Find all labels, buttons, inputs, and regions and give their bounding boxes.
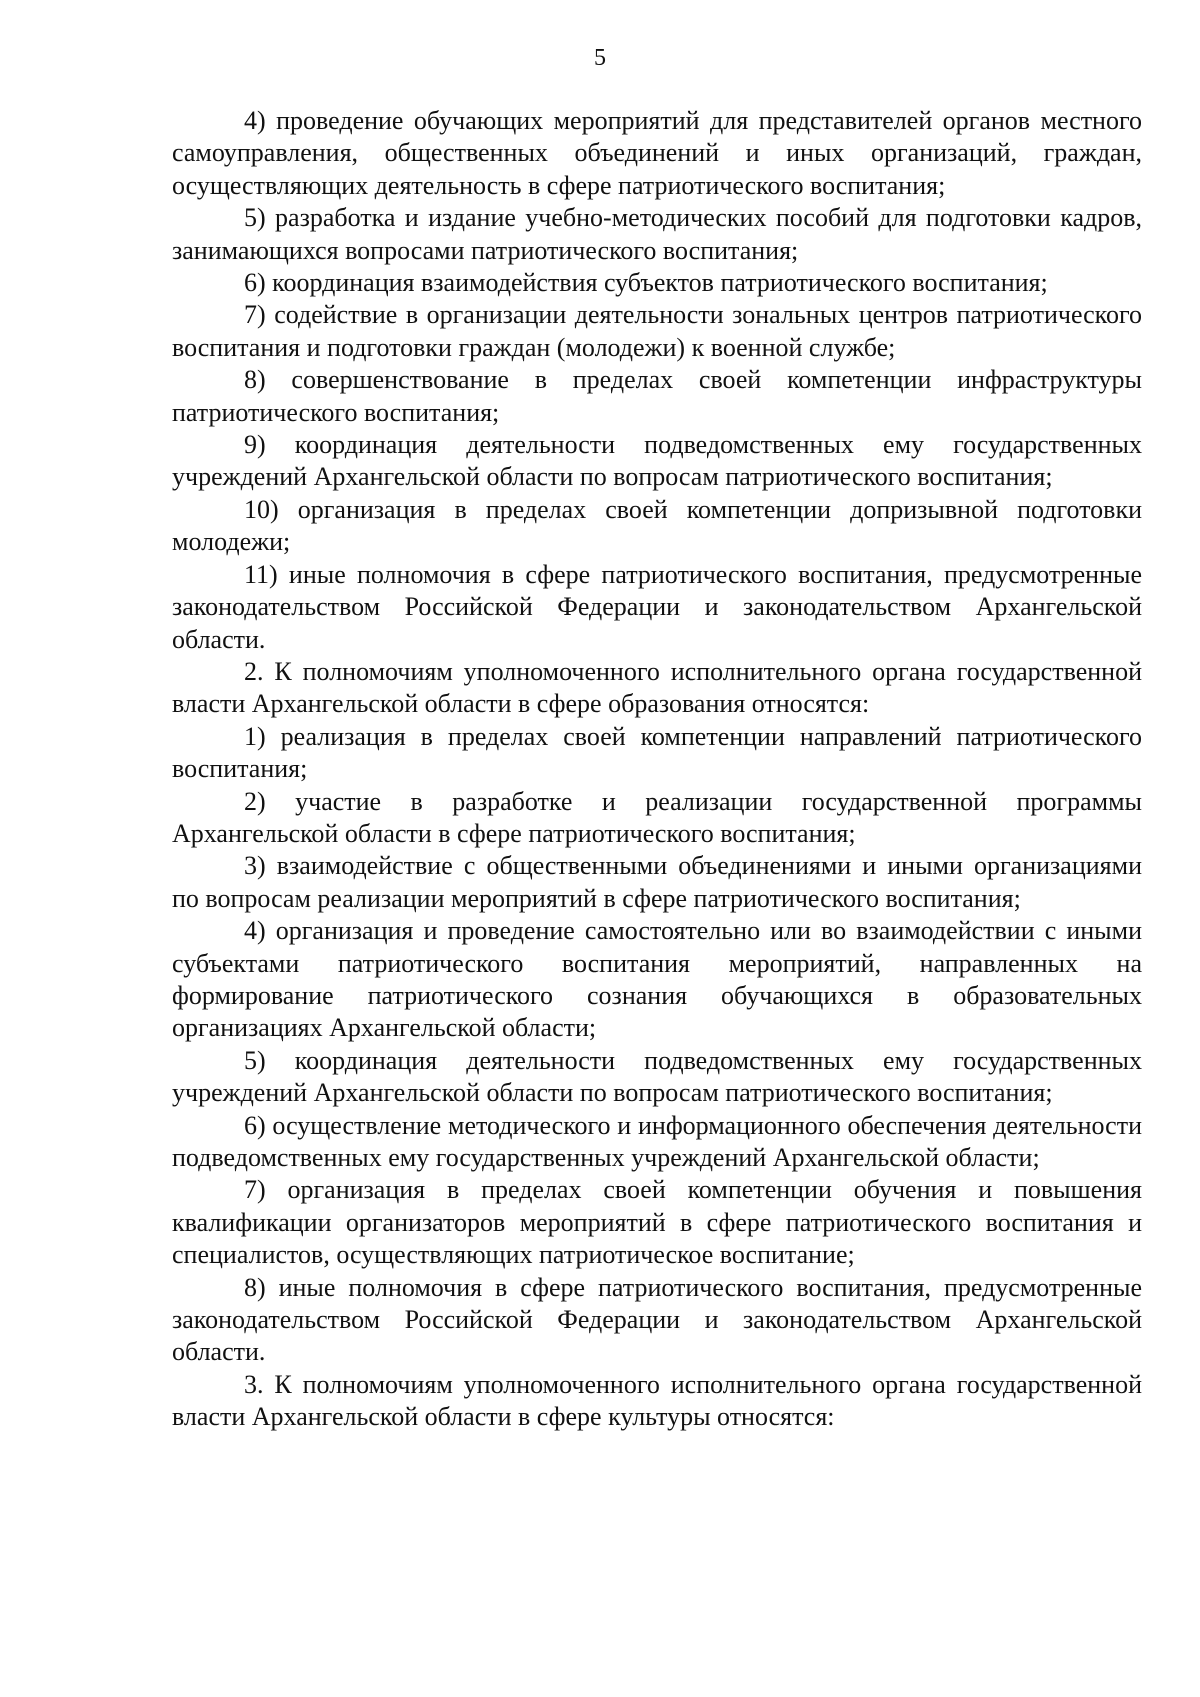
paragraph: 7) организация в пределах своей компетенции обучения и повышения квалификации организаторов мероприятий в сфере патриотического воспитания и специалистов, осуществляющих патриотическое воспитание;: [172, 1175, 1142, 1270]
section-paragraph: 2. К полномочиям уполномоченного исполнительного органа государственной власти Архангельской области в сфере образования относятся:: [172, 656, 1142, 719]
paragraph: 9) координация деятельности подведомственных ему государственных учреждений Архангельской области по вопросам патриотического воспитания;: [172, 430, 1142, 492]
paragraph: 6) координация взаимодействия субъектов патриотического воспитания;: [244, 268, 1048, 298]
section-paragraph: 3. К полномочиям уполномоченного исполнительного органа государственной власти Архангельской области в сфере культуры относятся:: [172, 1369, 1142, 1432]
paragraph: 4) организация и проведение самостоятельно или во взаимодействии с иными субъектами патриотического воспитания мероприятий, направленных на формирование патриотического сознания обучающихся в образовательных организациях Архангельской области;: [172, 916, 1142, 1043]
paragraph: 4) проведение обучающих мероприятий для представителей органов местного самоуправления, общественных объединений и иных организаций, граждан, осуществляющих деятельность в сфере патриотического воспитания;: [172, 106, 1142, 200]
paragraph: 2) участие в разработке и реализации государственной программы Архангельской области в сфере патриотического воспитания;: [172, 786, 1142, 848]
paragraph: 7) содействие в организации деятельности зональных центров патриотического воспитания и подготовки граждан (молодежи) к военной службе;: [172, 300, 1142, 362]
document-body: [172, 105, 1142, 1434]
paragraph: 5) координация деятельности подведомственных ему государственных учреждений Архангельской области по вопросам патриотического воспитания;: [172, 1045, 1142, 1108]
paragraph: 8) совершенствование в пределах своей компетенции инфраструктуры патриотического воспитания;: [172, 365, 1142, 427]
paragraph: 11) иные полномочия в сфере патриотического воспитания, предусмотренные законодательством Российской Федерации и законодательством Архангельской области.: [172, 559, 1142, 654]
paragraph: 5) разработка и издание учебно-методических пособий для подготовки кадров, занимающихся вопросами патриотического воспитания;: [172, 203, 1142, 265]
paragraph: 3) взаимодействие с общественными объединениями и иными организациями по вопросам реализации мероприятий в сфере патриотического воспитания;: [172, 851, 1142, 913]
page-number: 5: [594, 45, 606, 71]
paragraph: 8) иные полномочия в сфере патриотического воспитания, предусмотренные законодательством Российской Федерации и законодательством Архангельской области.: [172, 1272, 1142, 1367]
paragraph: 10) организация в пределах своей компетенции допризывной подготовки молодежи;: [172, 494, 1142, 557]
paragraph: 1) реализация в пределах своей компетенции направлений патриотического воспитания;: [172, 721, 1142, 784]
paragraph: 6) осуществление методического и информационного обеспечения деятельности подведомственных ему государственных учреждений Архангельской области;: [172, 1110, 1142, 1172]
